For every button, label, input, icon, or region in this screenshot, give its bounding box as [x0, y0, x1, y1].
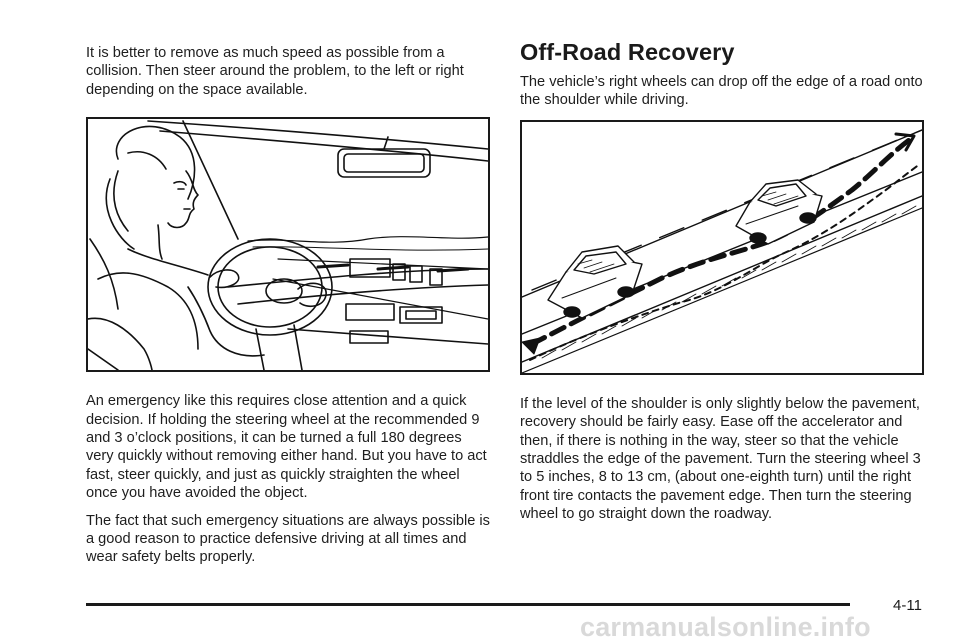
- right-intro-paragraph: The vehicle’s right wheels can drop off the edge of a road onto the shoulder while driving.: [520, 74, 923, 109]
- left-intro-paragraph: It is better to remove as much speed as possible from a collision. Then steer around the problem, to the left or right depending on the space available.: [86, 45, 464, 98]
- left-paragraph-defensive-driving: The fact that such emergency situations are always possible is a good reason to practice defensive driving at all times and wear safety belts properly.: [86, 512, 490, 566]
- right-column: [520, 39, 924, 524]
- left-paragraph-emergency: An emergency like this requires close attention and a quick decision. If holding the steering wheel at the recommended 9 and 3 o’clock positions, it can be turned a full 180 degrees very quickly without removing either hand. But you have to act fast, steer quickly, and just as quickly straighten the wheel once you have avoided the object.: [86, 393, 487, 502]
- off-road-recovery-illustration: [520, 120, 924, 375]
- page-number: 4-11: [893, 597, 922, 614]
- off-road-illustration-svg: [522, 122, 922, 373]
- footer-rule: [86, 603, 850, 606]
- watermark: carmanualsonline.info: [580, 612, 871, 642]
- driver-steering-illustration: [86, 117, 490, 372]
- left-column: [86, 44, 490, 567]
- section-heading: Off-Road Recovery: [520, 39, 735, 65]
- right-paragraph-recovery-steps: If the level of the shoulder is only slightly below the pavement, recovery should be fairly easy. Ease off the accelerator and then, if there is nothing in the way, steer so that the vehicle straddles the edge of the pavement. Turn the steering wheel 3 to 5 inches, 8 to 13 cm, (about one-eighth turn) until the right front tire contacts the pavement edge. Then turn the steering wheel to go straight down the roadway.: [520, 395, 921, 523]
- driver-illustration-svg: [88, 119, 488, 370]
